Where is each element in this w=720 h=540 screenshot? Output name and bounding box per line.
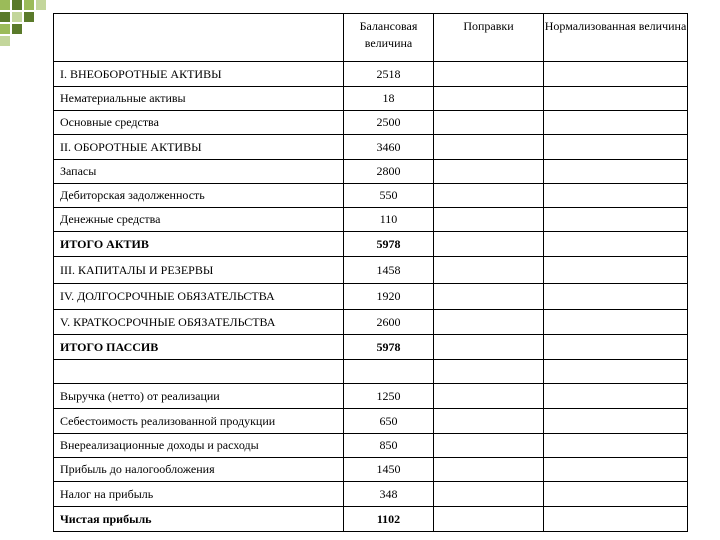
table-row	[54, 310, 688, 335]
table-row	[54, 135, 688, 160]
row-label: ИТОГО АКТИВ	[54, 232, 344, 257]
table-row	[54, 409, 688, 434]
row-normalized-value	[544, 335, 688, 360]
row-balance-value: 3460	[344, 135, 434, 160]
row-label: I. ВНЕОБОРОТНЫЕ АКТИВЫ	[54, 62, 344, 87]
row-normalized-value	[544, 87, 688, 111]
row-label: Себестоимость реализованной продукции	[54, 409, 344, 434]
row-normalized-value	[544, 458, 688, 482]
row-normalized-value	[544, 409, 688, 434]
table-row	[54, 62, 688, 87]
row-adjustment	[434, 335, 544, 360]
row-label: III. КАПИТАЛЫ И РЕЗЕРВЫ	[54, 257, 344, 284]
row-label: II. ОБОРОТНЫЕ АКТИВЫ	[54, 135, 344, 160]
row-normalized-value	[544, 257, 688, 284]
row-adjustment	[434, 284, 544, 310]
row-label: Внереализационные доходы и расходы	[54, 434, 344, 458]
row-label: Чистая прибыль	[54, 507, 344, 532]
header-col-normalized: Нормализованная величина	[544, 14, 688, 62]
row-balance-value: 18	[344, 87, 434, 111]
row-label: Налог на прибыль	[54, 482, 344, 507]
row-label: Прибыль до налогообложения	[54, 458, 344, 482]
row-balance-value: 2518	[344, 62, 434, 87]
row-balance-value: 348	[344, 482, 434, 507]
row-adjustment	[434, 482, 544, 507]
row-balance-value: 1458	[344, 257, 434, 284]
table-row	[54, 87, 688, 111]
table-row	[54, 360, 688, 384]
row-balance-value: 1450	[344, 458, 434, 482]
row-adjustment	[434, 360, 544, 384]
row-balance-value: 110	[344, 208, 434, 232]
row-adjustment	[434, 458, 544, 482]
decorative-squares	[0, 0, 48, 48]
row-adjustment	[434, 160, 544, 184]
row-adjustment	[434, 184, 544, 208]
row-balance-value: 5978	[344, 232, 434, 257]
row-adjustment	[434, 87, 544, 111]
row-label: Выручка (нетто) от реализации	[54, 384, 344, 409]
header-col-adjustments: Поправки	[434, 14, 544, 62]
row-balance-value	[344, 360, 434, 384]
row-adjustment	[434, 257, 544, 284]
table-row	[54, 257, 688, 284]
row-normalized-value	[544, 310, 688, 335]
table-row	[54, 111, 688, 135]
row-balance-value: 5978	[344, 335, 434, 360]
row-label: IV. ДОЛГОСРОЧНЫЕ ОБЯЗАТЕЛЬСТВА	[54, 284, 344, 310]
row-normalized-value	[544, 208, 688, 232]
row-adjustment	[434, 409, 544, 434]
row-normalized-value	[544, 135, 688, 160]
row-balance-value: 2500	[344, 111, 434, 135]
row-label: ИТОГО ПАССИВ	[54, 335, 344, 360]
row-normalized-value	[544, 384, 688, 409]
table-row	[54, 160, 688, 184]
row-label	[54, 360, 344, 384]
row-balance-value: 850	[344, 434, 434, 458]
row-adjustment	[434, 135, 544, 160]
row-adjustment	[434, 434, 544, 458]
row-balance-value: 1102	[344, 507, 434, 532]
row-label: Нематериальные активы	[54, 87, 344, 111]
row-normalized-value	[544, 507, 688, 532]
table-row	[54, 232, 688, 257]
table-row	[54, 335, 688, 360]
row-adjustment	[434, 208, 544, 232]
row-label: Основные средства	[54, 111, 344, 135]
header-col-balance: Балансовая величина	[344, 14, 434, 62]
row-balance-value: 1920	[344, 284, 434, 310]
row-balance-value: 1250	[344, 384, 434, 409]
row-normalized-value	[544, 284, 688, 310]
row-balance-value: 2800	[344, 160, 434, 184]
row-normalized-value	[544, 232, 688, 257]
table-row	[54, 482, 688, 507]
header-row	[54, 14, 688, 62]
row-normalized-value	[544, 360, 688, 384]
table-row	[54, 184, 688, 208]
table-row	[54, 208, 688, 232]
row-label: V. КРАТКОСРОЧНЫЕ ОБЯЗАТЕЛЬСТВА	[54, 310, 344, 335]
row-label: Денежные средства	[54, 208, 344, 232]
row-normalized-value	[544, 434, 688, 458]
row-normalized-value	[544, 482, 688, 507]
balance-table	[53, 13, 688, 532]
header-col-label	[54, 14, 344, 62]
table-row	[54, 384, 688, 409]
row-adjustment	[434, 62, 544, 87]
table-row	[54, 458, 688, 482]
row-normalized-value	[544, 62, 688, 87]
table-row	[54, 434, 688, 458]
row-label: Запасы	[54, 160, 344, 184]
row-label: Дебиторская задолженность	[54, 184, 344, 208]
row-normalized-value	[544, 184, 688, 208]
row-balance-value: 2600	[344, 310, 434, 335]
row-adjustment	[434, 310, 544, 335]
row-adjustment	[434, 111, 544, 135]
row-normalized-value	[544, 160, 688, 184]
row-adjustment	[434, 384, 544, 409]
row-adjustment	[434, 232, 544, 257]
row-adjustment	[434, 507, 544, 532]
row-balance-value: 550	[344, 184, 434, 208]
row-balance-value: 650	[344, 409, 434, 434]
row-normalized-value	[544, 111, 688, 135]
table-row	[54, 507, 688, 532]
table-row	[54, 284, 688, 310]
